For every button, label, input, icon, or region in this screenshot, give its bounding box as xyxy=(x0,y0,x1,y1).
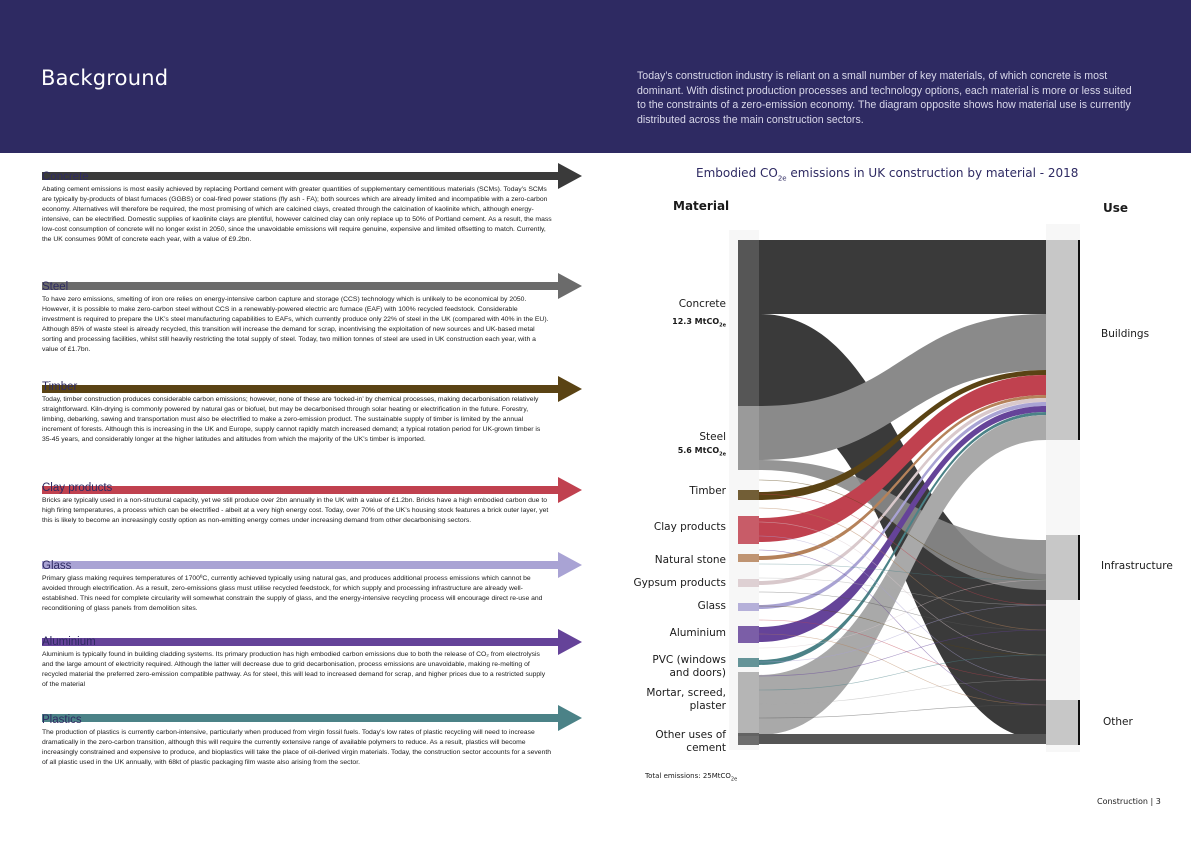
material-node-mortar-screed-plaster xyxy=(738,672,759,736)
use-label-other: Other xyxy=(1103,716,1133,728)
use-node-infrastructure xyxy=(1046,535,1078,600)
material-node-pvc-windows-and-doors xyxy=(738,658,759,667)
use-node-other xyxy=(1046,700,1078,745)
material-node-timber xyxy=(738,490,759,500)
section-title: Steel xyxy=(42,281,69,293)
material-label-aluminium: Aluminium xyxy=(669,627,726,639)
material-node-glass xyxy=(738,603,759,611)
section-title: Clay products xyxy=(42,482,113,494)
material-node-gypsum-products xyxy=(738,579,759,587)
material-node-natural-stone xyxy=(738,554,759,562)
section-text: Primary glass making requires temperatures of 1700ºC, currently achieved typically using natural gas, and produces additional process emissions which cannot be avoided through electrification. As a result, zero-emissions glass must utilise recycled feedstock, for which supply and processing infrastructure are already well-established. This need for complete circularity will somewhat constrain the supply of glass, and the energy-intensive recycling process will encourage direct re-use and reconditioning of glass panels from demolition sites. xyxy=(42,575,543,613)
intro-text: Today’s construction industry is reliant on a small number of key materials, of which concrete is most dominant. With distinct production processes and technology options, each material is more or less suited to the constraints of a zero-emission economy. The diagram opposite shows how material use is currently distributed across the main construction sectors. xyxy=(637,70,1132,126)
section-text: Abating cement emissions is most easily achieved by replacing Portland cement with greater quantities of supplementary cementitious materials (SCMs). Today’s SCMs are typically by-products of blast furnaces (GGBS) or coal-fired power stations (fly ash - FA); both sources which are already limited and incompatible with a zero-carbon economy. Alternatives will therefore be required, the most promising of which are calcined clays, created through the calcination of kaolinite which, although energy-intensive, can be electrified. Domestic supplies of kaolinite clays are plentiful, however calcined clay can only replace up to 50% of Portland cement. As a result, the mass low-cost consumption of concrete will no longer exist in 2050, since the unavoidable emissions will require genuine, expensive and limited offsetting to match. Currently, the UK consumes 90Mt of concrete each year, with a value of £9.2bn. xyxy=(42,186,552,244)
material-label-pvc: PVC (windows and doors) xyxy=(652,654,726,679)
section-text: Bricks are typically used in a non-structural capacity, yet we still produce over 2bn annually in the UK with a value of £1.2bn. Bricks have a high embodied carbon due to high firing temperatures, a process which can be electrified - albeit at a very high energy cost. Today, over 70% of the UK’s housing stock features a brick outer layer, yet this is likely to become an increasingly costly option as non-emitting energy comes under increasing demand from other decarbonising sectors. xyxy=(42,497,549,525)
material-node-concrete xyxy=(738,240,759,406)
sankey-band-other-uses-of-cement xyxy=(759,734,1046,744)
page-footer: Construction | 3 xyxy=(1097,797,1161,806)
section-title: Glass xyxy=(42,560,72,572)
material-label-glass: Glass xyxy=(697,600,726,612)
material-label-mortar: Mortar, screed, plaster xyxy=(646,687,726,712)
diagram-title: Embodied $CO_{2e}$ emissions in UK construction by material - 2018 xyxy=(696,166,1079,183)
section-title: Plastics xyxy=(42,714,82,726)
section-text: Aluminium is typically found in building cladding systems. Its primary production has high embodied carbon emissions due to both the release of CO₂ from electrolysis and the large amount of electricity required. Although the latter will decrease due to grid decarbonisation, process emissions are unavoidable, making re-melting of recycled material the preferred zero-emission compatible pathway. As for steel, this will lead to increased demand for scrap, and higher prices due to a restricted supply of the material xyxy=(42,651,546,689)
total-emissions: Total emissions: 25MtCO$_{2e}$ xyxy=(645,772,738,783)
material-label-natural-stone: Natural stone xyxy=(654,554,726,566)
material-label-timber: Timber xyxy=(689,485,726,497)
section-title: Timber xyxy=(42,381,78,393)
material-label-concrete: Concrete xyxy=(678,298,726,310)
use-label-infrastructure: Infrastructure xyxy=(1101,560,1173,572)
material-label-clay-products: Clay products xyxy=(653,521,726,533)
material-label-other-cement: Other uses of cement xyxy=(655,729,726,754)
sankey-band-concrete xyxy=(759,240,1046,314)
material-node-steel xyxy=(738,406,759,470)
material-node-aluminium xyxy=(738,626,759,643)
material-value-concrete: 12.3 MtCO$_{2e}$ xyxy=(672,317,726,329)
use-heading: Use xyxy=(1103,201,1129,215)
section-text: Today, timber construction produces considerable carbon emissions; however, none of these are ‘locked-in’ by chemical processes, making decarbonisation relatively straightforward. Kiln-drying is commonly powered by natural gas or biofuel, but may be decarbonised through solar heating or electrification in the future. Forestry, limbing, debarking, sawing and transportation must also be electrified to make a zero-emission product. The sustainable supply of timber is limited by the annual increment of forests. Although this is increasing in the UK and Europe, supply cannot rapidly match increased demand; a typical rotation period for UK-grown timber is 35-45 years, and considerably longer at the higher latitudes and altitudes from which the majority of the UK’s timber is imported. xyxy=(42,396,541,444)
section-title: Aluminium xyxy=(42,636,96,648)
material-label-gypsum-products: Gypsum products xyxy=(633,577,726,589)
material-label-steel: Steel xyxy=(699,431,726,443)
use-node-buildings xyxy=(1046,240,1078,440)
material-node-clay-products xyxy=(738,516,759,544)
section-title: Concrete xyxy=(42,171,89,183)
use-label-buildings: Buildings xyxy=(1101,328,1150,340)
material-node-other-uses-of-cement xyxy=(738,733,759,745)
material-heading: Material xyxy=(673,199,730,213)
sankey-flows xyxy=(759,240,1046,744)
page-title: Background xyxy=(41,66,169,90)
material-value-steel: 5.6 MtCO$_{2e}$ xyxy=(677,446,726,458)
section-text: The production of plastics is currently carbon-intensive, particularly when produced from virgin fossil fuels. Today’s low rates of plastic recycling will need to increase dramatically in the zero-carbon transition, although this will require the currently extensive range of available polymers to reduce. As a result, plastics will become increasingly constrained and expensive to produce, and bioplastics will take the place of oil-derived virgin materials. Today, the construction sector accounts for a seventh of all plastic used in the UK annually, with 68kt of plastic packaging film waste also arising from the sector. xyxy=(42,729,552,767)
section-text: To have zero emissions, smelting of iron ore relies on energy-intensive carbon capture and storage (CCS) technology which is unlikely to be economical by 2050. However, it is possible to make zero-carbon steel without CCS in a renewably-powered electric arc furnace (EAF) with 100% recycled feedstock. Considerable investment is required to prepare the UK’s steel manufacturing capabilities to EAFs, which currently produce only 22% of steel in the UK (compared with 40% in the EU). Although 85% of waste steel is already recycled, this transition will increase the demand for scrap, incentivising the exploitation of new sources and UK-based metal sorting and processing facilities, whilst still heavily restricting the total supply of steel. Today, two million tonnes of steel are used in UK construction each year, with a value of £1.7bn. xyxy=(42,296,549,354)
